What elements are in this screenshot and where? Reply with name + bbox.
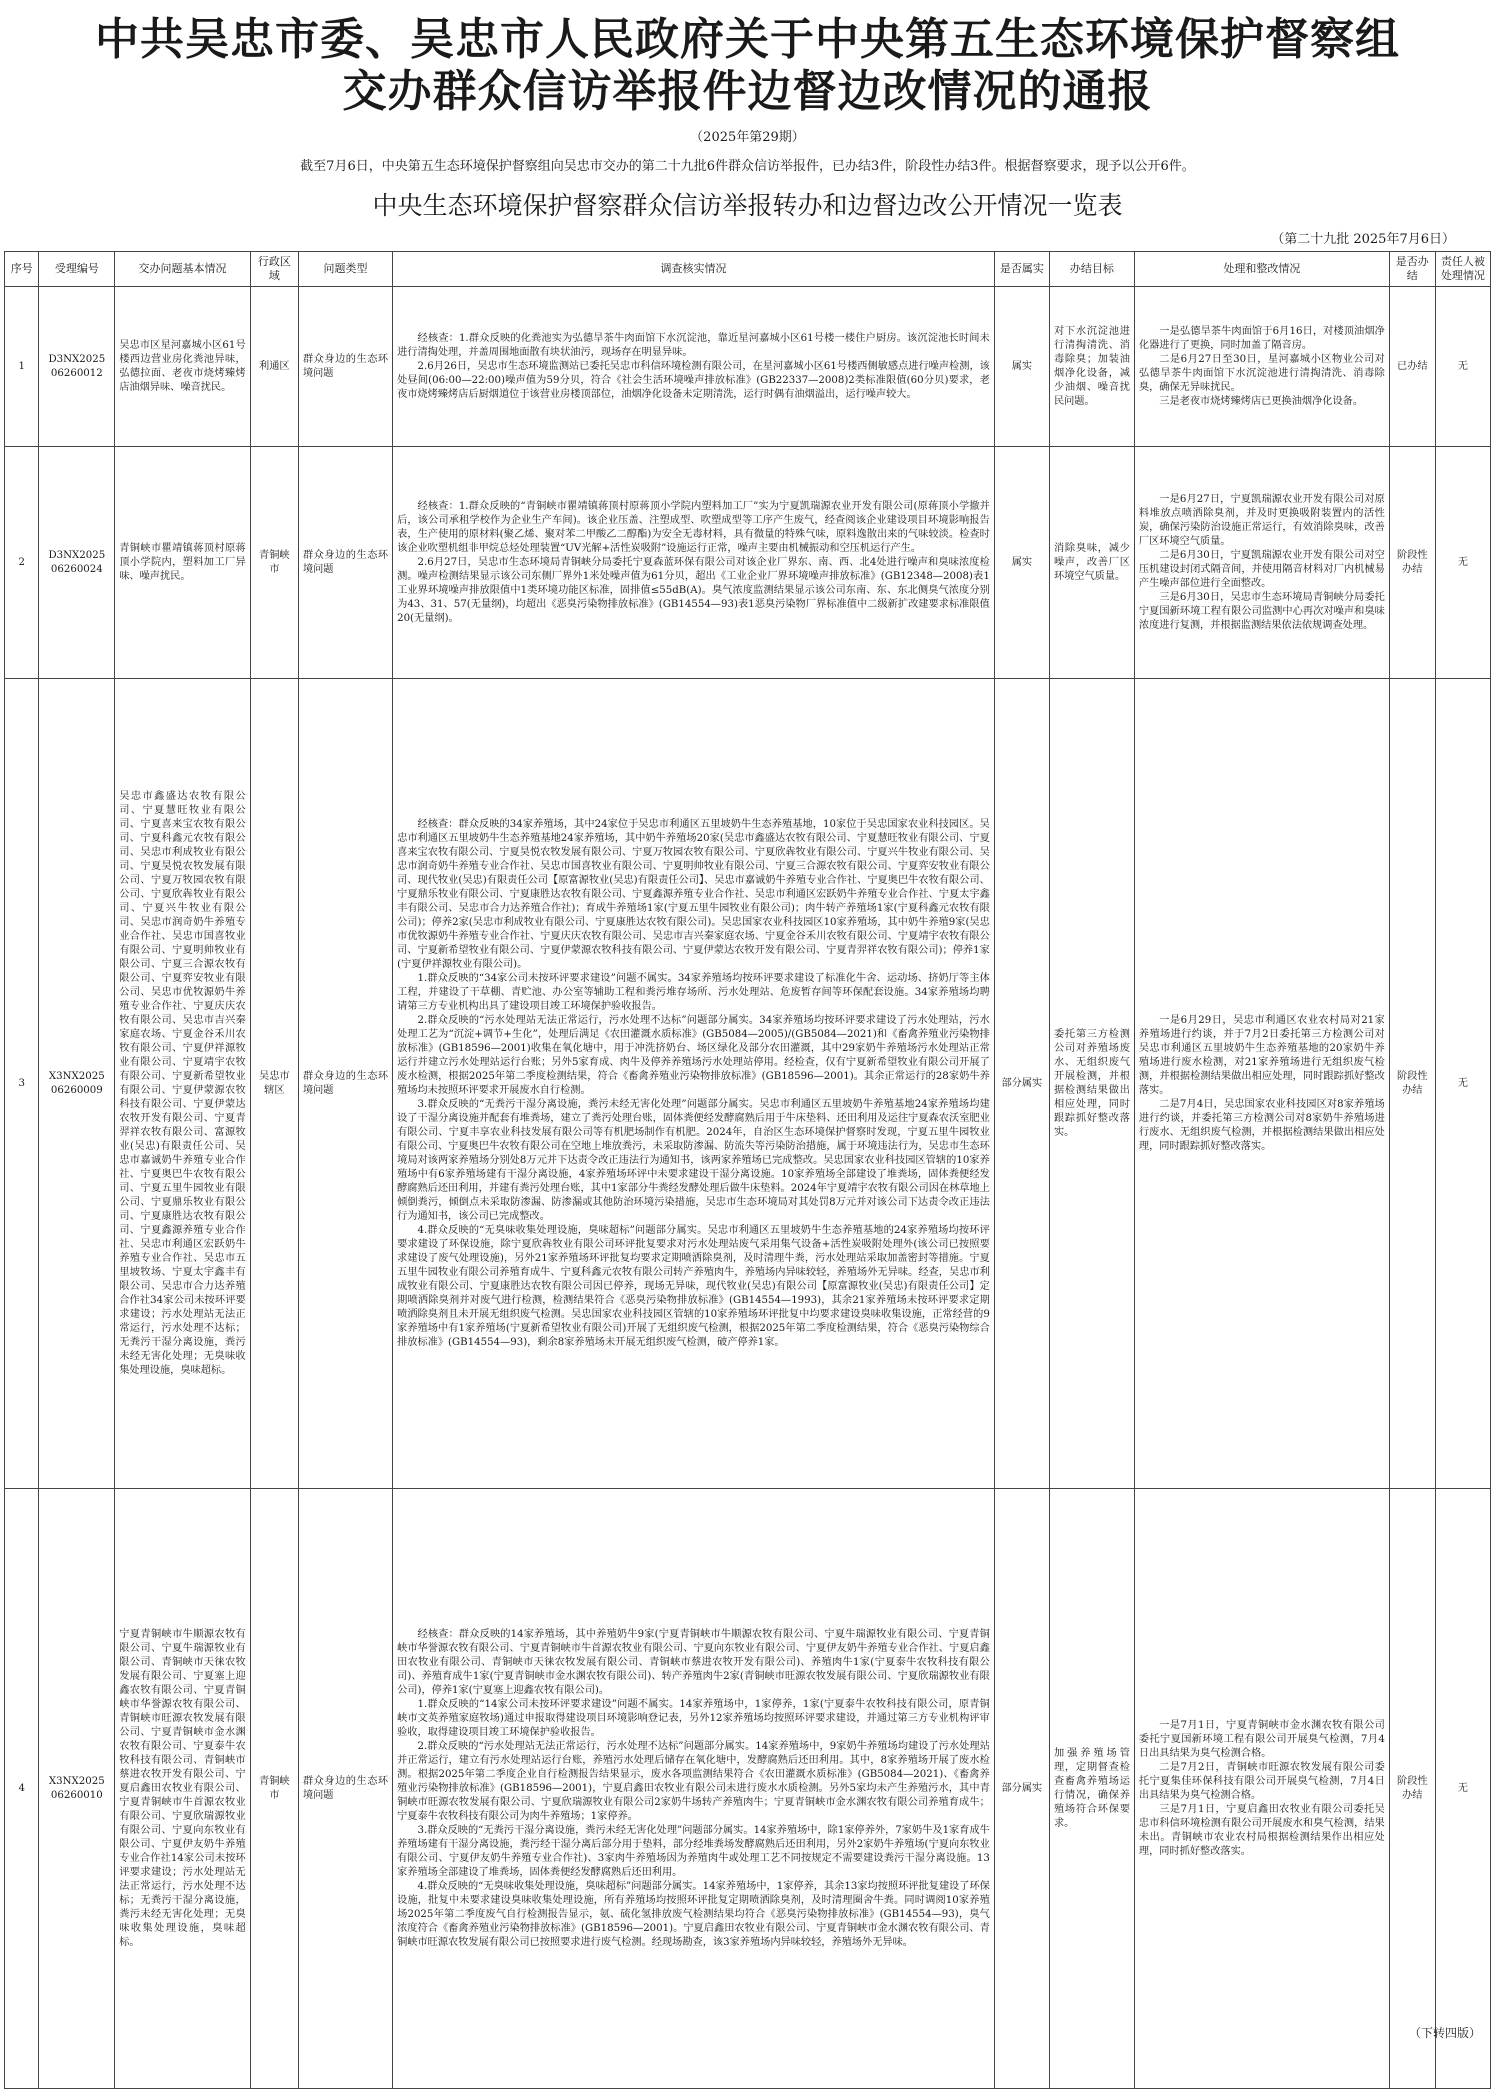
cell-code: X3NX2025 06260009 (39, 679, 115, 1489)
col-header: 是否属实 (994, 252, 1049, 287)
cell-no: 4 (5, 1489, 39, 2089)
cell-goal: 委托第三方检测公司对养殖场废水、无组织废气开展检测，并根据检测结果做出相应处理，同时跟踪抓好整改落实。 (1049, 679, 1134, 1489)
table-row (5, 679, 1491, 1489)
cell-region: 青铜峡市 (250, 447, 298, 679)
cell-handling: 一是弘德旱茶牛肉面馆于6月16日，对楼顶油烟净化器进行了更换，同时加盖了隔音房。 二是6月27日至30日，星河嘉城小区物业公司对弘德旱茶牛肉面馆下水沉淀池进行清掏清洗、消毒除臭，确保无异味扰民。 三是老夜市烧烤臻烤店已更换油烟净化设备。 (1134, 287, 1389, 447)
cell-goal: 加强养殖场管理，定期督查检查畜禽养殖场运行情况，确保养殖场符合环保要求。 (1049, 1489, 1134, 2089)
col-header: 处理和整改情况 (1134, 252, 1389, 287)
issue-number: （2025年第29期） (690, 130, 805, 145)
page-header (0, 0, 1495, 222)
cell-goal: 消除臭味，减少噪声，改善厂区环境空气质量。 (1049, 447, 1134, 679)
col-header: 行政区域 (250, 252, 298, 287)
col-header: 问题类型 (298, 252, 392, 287)
continued-note: （下转四版） (1408, 2026, 1481, 2040)
cell-closed: 阶段性办结 (1389, 679, 1435, 1489)
cell-closed: 已办结 (1389, 287, 1435, 447)
cell-no: 1 (5, 287, 39, 447)
batch-date: （第二十九批 2025年7月6日） (1271, 232, 1455, 247)
table-row (5, 447, 1491, 679)
table-row (5, 1489, 1491, 2089)
cell-issue: 宁夏青铜峡市牛顺源农牧有限公司、宁夏牛瑞源牧业有限公司、青铜峡市天徕农牧发展有限公司、宁夏塞上迎鑫农牧有限公司、宁夏青铜峡市华誉源农牧有限公司、青铜峡市旺源农牧发展有限公司、宁夏青铜峡市金水渊农牧有限公司、宁夏泰牛农牧科技有限公司、青铜峡市蔡进农牧开发有限公司、宁夏启鑫田农牧业有限公司、宁夏青铜峡市牛首源农牧业有限公司、宁夏欣瑞源牧业有限公司、宁夏向东牧业有限公司、宁夏伊友奶牛养殖专业合作社14家公司未按环评要求建设；污水处理站无法正常运行，污水处理不达标；无粪污干湿分离设施，粪污未经无害化处理；无臭味收集处理设施，臭味超标。 (115, 1489, 251, 2089)
cell-handling: 一是6月27日，宁夏凯瑞源农业开发有限公司对原料堆放点喷洒除臭剂，并及时更换吸附装置内的活性炭，确保污染防治设施正常运行，有效消除臭味，改善厂区环境空气质量。 二是6月30日，宁夏凯瑞源农业开发有限公司对空压机建设封闭式隔音间，并使用隔音材料对厂内机械易产生噪声部位进行全面整改。 三是6月30日，吴忠市生态环境局青铜峡分局委托宁夏国新环境工程有限公司监测中心再次对噪声和臭味浓度进行复测，并根据监测结果依法依规调查处理。 (1134, 447, 1389, 679)
cell-type: 群众身边的生态环境问题 (298, 679, 392, 1489)
cell-investigation: 经核查：1.群众反映的化粪池实为弘德旱茶牛肉面馆下水沉淀池，靠近星河嘉城小区61号楼一楼住户厨房。该沉淀池长时间未进行清掏处理，并盖周围地面散有块状油污，现场存在明显异味。 2.6月26日，吴忠市生态环境监测站已委托吴忠市科信环境检测有限公司，在星河嘉城小区61号楼西侧敏感点进行噪声检测，该处昼间(06:00—22:00)噪声值为59分贝，符合《社会生活环境噪声排放标准》(GB22337—2008)2类标准限值(60分贝)要求，老夜市烧烤臻烤店后厨烟道位于该营业房楼顶部位，油烟净化设备未定期清洗，运行时偶有油烟溢出，运行噪声较大。 (393, 287, 995, 447)
cell-punish: 无 (1435, 447, 1490, 679)
cell-code: D3NX2025 06260024 (39, 447, 115, 679)
table-row (5, 287, 1491, 447)
col-header: 序号 (5, 252, 39, 287)
petition-table (4, 251, 1491, 2089)
cell-issue: 吴忠市区星河嘉城小区61号楼西边营业房化粪池异味，弘德拉面、老夜市烧烤臻烤店油烟异味、噪音扰民。 (115, 287, 251, 447)
col-header: 办结目标 (1049, 252, 1134, 287)
cell-type: 群众身边的生态环境问题 (298, 287, 392, 447)
cell-investigation: 经核查：1.群众反映的“青铜峡市瞿靖镇蒋顶村原蒋顶小学院内塑料加工厂”实为宁夏凯瑞源农业开发有限公司(原蒋顶小学撤并后，该公司承租学校作为企业生产车间)。该企业压盖、注塑成型、吹塑成型等工序产生废气，经查阅该企业建设项目环境影响报告表，生产使用的原材料(聚乙烯、聚对苯二甲酸乙二醇酯)为安全无毒材料，具有微量的特殊气味，原料逸散出来的气味较淡。检查时该企业吹塑机组非甲烷总烃处理装置“UV光解+活性炭吸附”设施运行正常，噪声主要由机械振动和空压机运行产生。 2.6月27日，吴忠市生态环境局青铜峡分局委托宁夏森蓝环保有限公司对该企业厂界东、南、西、北4处进行噪声和臭味浓度检测。噪声检测结果显示该公司东侧厂界外1米处噪声值为61分贝，超出《工业企业厂界环境噪声排放标准》(GB12348—2008)表1工业界环境噪声排放限值中1类环境功能区标准，固排值≤55dB(A)。臭气浓度监测结果显示该公司东南、东、东北侧臭气浓度分别为43、31、57(无量纲)，均超出《恶臭污染物排放标准》(GB14554—93)表1恶臭污染物厂界标准值中二级新扩改建要求标准限值20(无量纲)。 (393, 447, 995, 679)
cell-true-status: 部分属实 (994, 1489, 1049, 2089)
cell-investigation: 经核查：群众反映的34家养殖场，其中24家位于吴忠市利通区五里坡奶牛生态养殖基地，10家位于吴忠国家农业科技园区。吴忠市利通区五里坡奶牛生态养殖基地24家养殖场，其中奶牛养殖场20家(吴忠市鑫盛达农牧有限公司、宁夏慧旺牧业有限公司、宁夏喜来宝农牧有限公司、宁夏昊悦农牧发展有限公司、宁夏万牧园农牧有限公司、宁夏欣犇牧业有限公司、宁夏兴牛牧业有限公司、吴忠市润奇奶牛养殖专业合作社、吴忠市国喜牧业有限公司、宁夏明帅牧业有限公司、宁夏三合源农牧有限公司、宁夏弈安牧业有限公司、现代牧业(吴忠)有限责任公司【原富源牧业(吴忠)有限责任公司】、吴忠市嘉诚奶牛养殖专业合作社、宁夏奥巴牛农牧有限公司、宁夏鼎乐牧业有限公司、宁夏康胜达农牧有限公司、宁夏鑫源养殖专业合作社、吴忠市利通区宏跃奶牛养殖专业合作社、宁夏太宇鑫丰有限公司、吴忠市合力达养殖合作社)；育成牛养殖场1家(宁夏五里牛园牧业有限公司)；肉牛转产养殖场1家(宁夏科鑫元农牧有限公司)；停养2家(吴忠市利成牧业有限公司、宁夏康胜达农牧有限公司)。吴忠国家农业科技园区10家养殖场，其中奶牛养殖9家(吴忠市优牧源奶牛养殖专业合作社、宁夏庆庆农牧有限公司、吴忠市吉兴秦家庭农场、宁夏金谷禾川农牧有限公司、宁夏靖宇农牧有限公司、宁夏新希望牧业有限公司、宁夏伊蒙源农牧科技有限公司、宁夏伊蒙达农牧开发有限公司、宁夏青羿祥农牧有限公司)；停养1家(宁夏伊祥源牧业有限公司)。 1.群众反映的“34家公司未按环评要求建设”问题不属实。34家养殖场均按环评要求建设了标准化牛舍、运动场、挤奶厅等主体工程，并建设了干草棚、青贮池、办公室等辅助工程和粪污堆存场所、污水处理站、危废暂存间等环保配套设施。34家养殖场均聘请第三方专业机构出具了建设项目竣工环境保护验收报告。 2.群众反映的“污水处理站无法正常运行，污水处理不达标”问题部分属实。34家养殖场均按环评要求建设了污水处理站，污水处理工艺为“沉淀+调节+生化”，处理后满足《农田灌溉水质标准》(GB5084—2005)/(GB5084—2021)和《畜禽养殖业污染物排放标准》(GB18596—2001)收集在氧化塘中，用于冲洗挤奶台、场区绿化及部分农田灌溉，其中29家奶牛养殖场污水处理站正常运行并建立污水处理站运行台账；另外5家育成、肉牛及停养养殖场污水处理站停用。经检查，仅有宁夏新希望牧业有限公司开展了废水检测，根据2025年第二季度检测结果，符合《畜禽养殖业污染物排放标准》(GB18596—2001)。其余正常运行的28家奶牛养殖场均未按照环评要求开展废水自行检测。 3.群众反映的“无粪污干湿分离设施，粪污未经无害化处理”问题部分属实。吴忠市利通区五里坡奶牛养殖基地24家养殖场均建设了干湿分离设施并配套有堆粪场，建立了粪污处理台账，固体粪便经发酵腐熟后用于牛床垫料、还田利用及运往宁夏森农沃室肥业有限公司、宁夏丰享农业科技发展有限公司等有机肥场制作有机肥。2024年，自治区生态环境保护督察时发现，宁夏五里牛园牧业有限公司、宁夏奥巴牛农牧有限公司在空地上堆放粪污，未采取防渗漏、防流失等污染防治措施，属于环境违法行为，吴忠市生态环境局对该两家养殖场分别处8万元并下达责令改正违法行为通知书，该两家养殖场已完成整改。吴忠国家农业科技园区管辖的10家养殖场中有6家养殖场建有干湿分离设施，4家养殖场环评中未要求建设干湿分离设施。10家养殖场全部建设了堆粪场，固体粪便经发酵腐熟后还田利用，并建有粪污处理台账，其中1家部分牛粪经发酵处理后做牛床垫料。2024年宁夏靖宇农牧有限公司因在林草地上倾倒粪污，倾倒点未采取防渗漏、防渗漏或其他防治环境污染措施，吴忠市生态环境局对其处罚8万元并对该公司下达责令改正违法行为通知书，该公司已完成整改。 4.群众反映的“无臭味收集处理设施，臭味超标”问题部分属实。吴忠市利通区五里坡奶牛生态养殖基地的24家养殖场均按环评要求建设了环保设施，除宁夏欣犇牧业有限公司环评批复要求对污水处理站废气采用集气设备+活性炭吸附处理外(该公司已按照要求建设了废气处理设施)，另外21家养殖场环评批复均要求定期喷洒除臭剂，及时清理牛粪，污水处理站采取加盖密封等措施。宁夏五里牛园牧业有限公司养殖育成牛、宁夏科鑫元农牧有限公司转产养殖肉牛，养殖场内异味较轻，养殖场外无异味。经查，吴忠市利成牧业有限公司、宁夏康胜达农牧有限公司因已停养，现场无异味，现代牧业(吴忠)有限公司【原富源牧业(吴忠)有限责任公司】定期喷洒除臭剂并对废气进行检测，检测结果符合《恶臭污染物排放标准》(GB14554—1993)，其余21家养殖场未按环评要求定期喷洒除臭剂且未开展无组织废气检测。吴忠国家农业科技园区管辖的10家养殖场环评批复中均要求建设臭味收集设施，正常经营的9家养殖场中有1家养殖场(宁夏新希望牧业有限公司)开展了无组织废气检测，根据2025年第二季度检测结果，符合《恶臭污染物综合排放标准》(GB14554—93)，剩余8家养殖场未开展无组织废气检测，破产停养1家。 (393, 679, 995, 1489)
cell-goal: 对下水沉淀池进行清掏清洗、消毒除臭；加装油烟净化设备，减少油烟、噪音扰民问题。 (1049, 287, 1134, 447)
cell-closed: 阶段性办结 (1389, 1489, 1435, 2089)
col-header: 调查核实情况 (393, 252, 995, 287)
cell-handling: 一是7月1日，宁夏青铜峡市金水渊农牧有限公司委托宁夏国新环境工程有限公司开展臭气检测，7月4日出具结果为臭气检测合格。 二是7月2日，青铜峡市旺源农牧发展有限公司委托宁夏集佳环保科技有限公司开展臭气检测，7月4日出具结果为臭气检测合格。 三是7月1日，宁夏启鑫田农牧业有限公司委托吴忠市科信环境检测有限公司开展废水和臭气检测，结果未出。青铜峡市农业农村局根据检测结果作出相应处理，同时抓好整改落实。 (1134, 1489, 1389, 2089)
main-title-line1: 中共吴忠市委、吴忠市人民政府关于中央第五生态环境保护督察组 (95, 14, 1400, 65)
cell-investigation: 经核查：群众反映的14家养殖场，其中养殖奶牛9家(宁夏青铜峡市牛顺源农牧有限公司、宁夏牛瑞源牧业有限公司、宁夏青铜峡市华誉源农牧有限公司、宁夏青铜峡市牛首源农牧业有限公司、宁夏向东牧业有限公司、宁夏伊友奶牛养殖专业合作社、宁夏启鑫田农牧业有限公司、青铜峡市天徕农牧发展有限公司、青铜峡市蔡进农牧开发有限公司)、养殖肉牛1家(宁夏泰牛农牧科技有限公司)、养殖育成牛1家(宁夏青铜峡市金水渊农牧有限公司)、转产养殖肉牛2家(青铜峡市旺源农牧发展有限公司、宁夏欣瑞源牧业有限公司)，停养1家(宁夏塞上迎鑫农牧有限公司)。 1.群众反映的“14家公司未按环评要求建设”问题不属实。14家养殖场中，1家停养，1家(宁夏泰牛农牧科技有限公司，原青铜峡市文英养殖家庭牧场)通过申报取得建设项目环境影响登记表，另外12家养殖场均按照环评要求建设，并通过第三方专业机构评审验收，取得建设项目竣工环境保护验收报告。 2.群众反映的“污水处理站无法正常运行，污水处理不达标”问题部分属实。14家养殖场中，9家奶牛养殖场均建设了污水处理站并正常运行，建立有污水处理站运行台账，养殖污水处理后储存在氧化塘中，发酵腐熟后还田利用。其中，8家养殖场开展了废水检测。根据2025年第二季度企业自行检测报告结果显示，废水各项监测结果符合《农田灌溉水质标准》(GB5084—2021)、《畜禽养殖业污染物排放标准》(GB18596—2001)，宁夏启鑫田农牧业有限公司未进行废水水质检测。另外5家均未产生养殖污水，其中青铜峡市旺源农牧发展有限公司、宁夏欣瑞源牧业有限公司2家奶牛场转产养殖肉牛；宁夏青铜峡市金水渊农牧有限公司养殖育成牛；宁夏泰牛农牧科技有限公司为肉牛养殖场；1家停养。 3.群众反映的“无粪污干湿分离设施，粪污未经无害化处理”问题部分属实。14家养殖场中，除1家停养外，7家奶牛及1家育成牛养殖场建有干湿分离设施，粪污经干湿分离后部分用于垫料，部分经堆粪场发酵腐熟后还田利用，另外2家奶牛养殖场(宁夏向东牧业有限公司、宁夏伊友奶牛养殖专业合作社)、3家肉牛养殖场因为养殖肉牛或处理工艺不同按规定不需要建设粪污干湿分离设施。13家养殖场全部建设了堆粪场，固体粪便经发酵腐熟后还田利用。 4.群众反映的“无臭味收集处理设施，臭味超标”问题部分属实。14家养殖场中，1家停养，其余13家均按照环评批复建设了环保设施，批复中未要求建设臭味收集处理设施，所有养殖场均按照环评批复定期喷洒除臭剂，及时清理圈舍牛粪。同时调阅10家养殖场2025年第二季度废气自行检测报告显示，氨、硫化氢排放废气检测结果均符合《恶臭污染物排放标准》(GB14554—93)，臭气浓度符合《畜禽养殖业污染物排放标准》(GB18596—2001)。宁夏启鑫田农牧业有限公司、宁夏青铜峡市金水渊农牧有限公司、青铜峡市旺源农牧发展有限公司已按照要求进行废气检测。经现场勘查，该3家养殖场内异味较轻，养殖场外无异味。 (393, 1489, 995, 2089)
cell-true-status: 部分属实 (994, 679, 1049, 1489)
table-title: 中央生态环境保护督察群众信访举报转办和边督边改公开情况一览表 (372, 191, 1123, 220)
cell-closed: 阶段性办结 (1389, 447, 1435, 679)
cell-true-status: 属实 (994, 447, 1049, 679)
cell-code: X3NX2025 06260010 (39, 1489, 115, 2089)
cell-issue: 青铜峡市瞿靖镇蒋顶村原蒋顶小学院内，塑料加工厂异味、噪声扰民。 (115, 447, 251, 679)
col-header: 责任人被处理情况 (1435, 252, 1490, 287)
cell-code: D3NX2025 06260012 (39, 287, 115, 447)
intro-paragraph: 截至7月6日，中央第五生态环境保护督察组向吴忠市交办的第二十九批6件群众信访举报件，已办结3件，阶段性办结3件。根据督察要求，现予以公开6件。 (300, 159, 1195, 174)
cell-region: 吴忠市辖区 (250, 679, 298, 1489)
cell-issue: 吴忠市鑫盛达农牧有限公司、宁夏慧旺牧业有限公司、宁夏喜来宝农牧有限公司、宁夏科鑫元农牧有限公司、吴忠市利成牧业有限公司、宁夏昊悦农牧发展有限公司、宁夏万牧园农牧有限公司、宁夏欣犇牧业有限公司、宁夏兴牛牧业有限公司、吴忠市润奇奶牛养殖专业合作社、吴忠市国喜牧业有限公司、宁夏明帅牧业有限公司、宁夏三合源农牧有限公司、宁夏弈安牧业有限公司、吴忠市优牧源奶牛养殖专业合作社、宁夏庆庆农牧有限公司、吴忠市吉兴秦家庭农场、宁夏金谷禾川农牧有限公司、宁夏伊祥源牧业有限公司、宁夏靖宇农牧有限公司、宁夏新希望牧业有限公司、宁夏伊蒙源农牧科技有限公司、宁夏伊蒙达农牧开发有限公司、宁夏青羿祥农牧有限公司、富源牧业(吴忠)有限责任公司、吴忠市嘉诚奶牛养殖专业合作社、宁夏奥巴牛农牧有限公司、宁夏五里牛园牧业有限公司、宁夏鼎乐牧业有限公司、宁夏康胜达农牧有限公司、宁夏鑫源养殖专业合作社、吴忠市利通区宏跃奶牛养殖专业合作社、吴忠市五里坡牧场、宁夏太宇鑫丰有限公司、吴忠市合力达养殖合作社34家公司未按环评要求建设；污水处理站无法正常运行，污水处理不达标；无粪污干湿分离设施，粪污未经无害化处理；无臭味收集处理设施，臭味超标。 (115, 679, 251, 1489)
col-header: 交办问题基本情况 (115, 252, 251, 287)
cell-region: 利通区 (250, 287, 298, 447)
cell-handling: 一是6月29日，吴忠市利通区农业农村局对21家养殖场进行约谈，并于7月2日委托第三方检测公司对吴忠市利通区五里坡奶牛生态养殖基地的20家奶牛养殖场进行废水检测，对21家养殖场进行无组织废气检测，并根据检测结果做出相应处理，同时跟踪抓好整改落实。 二是7月4日，吴忠国家农业科技园区对8家养殖场进行约谈，并委托第三方检测公司对8家奶牛养殖场进行废水、无组织废气检测，并根据检测结果做出相应处理，同时跟踪抓好整改落实。 (1134, 679, 1389, 1489)
main-title-line2: 交办群众信访举报件边督边改情况的通报 (342, 66, 1153, 117)
cell-region: 青铜峡市 (250, 1489, 298, 2089)
cell-no: 3 (5, 679, 39, 1489)
cell-type: 群众身边的生态环境问题 (298, 1489, 392, 2089)
cell-punish: 无 (1435, 1489, 1490, 2089)
table-header-row (5, 252, 1491, 287)
cell-true-status: 属实 (994, 287, 1049, 447)
cell-punish: 无 (1435, 287, 1490, 447)
cell-type: 群众身边的生态环境问题 (298, 447, 392, 679)
col-header: 是否办结 (1389, 252, 1435, 287)
cell-no: 2 (5, 447, 39, 679)
col-header: 受理编号 (39, 252, 115, 287)
cell-punish: 无 (1435, 679, 1490, 1489)
